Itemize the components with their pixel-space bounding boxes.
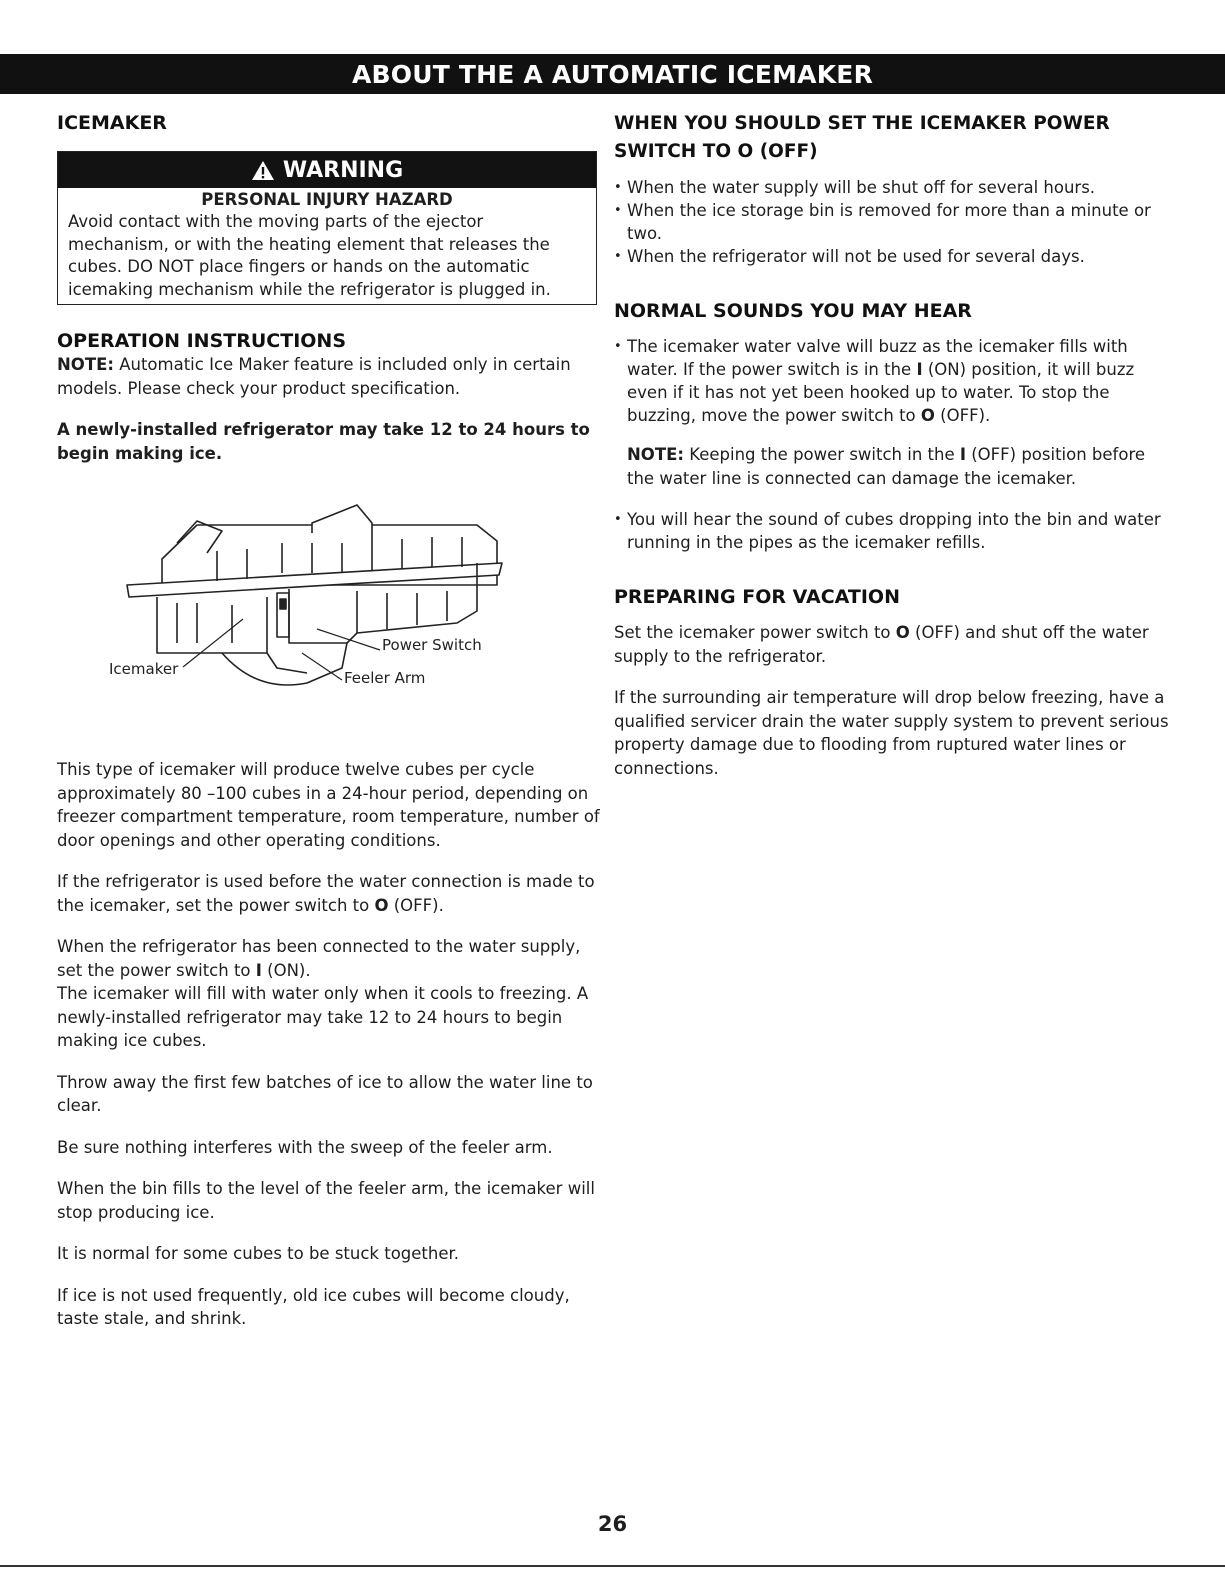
stuck-cubes-paragraph: It is normal for some cubes to be stuck together.: [57, 1244, 460, 1263]
warning-label: WARNING: [282, 157, 404, 183]
icemaker-label: Icemaker: [109, 660, 179, 678]
sounds-bullet: [614, 335, 1174, 427]
para3-text-d: The icemaker will fill with water only when it cools to freezing. A newly-installed refrigerator may take 12 to 24 hours to begin making ice cubes.: [57, 984, 589, 1050]
off-bullet: • When the water supply will be shut off for several hours.: [614, 176, 1174, 199]
sounds-text-c: (ON) position, it will buzz even if it has not yet been hooked up to water. To stop the buzzing, move the power switch to: [627, 360, 1135, 425]
para3-text-c: (ON).: [261, 960, 311, 980]
icemaker-heading: ICEMAKER: [57, 112, 167, 134]
warning-header: [58, 152, 596, 188]
banner-title: ABOUT THE A AUTOMATIC ICEMAKER: [351, 59, 874, 89]
vacation-text-c: (OFF) and shut off the water supply to the refrigerator.: [614, 623, 1149, 666]
after-connection-paragraph: [57, 935, 602, 1053]
page-number: 26: [597, 1512, 628, 1536]
vacation-heading: PREPARING FOR VACATION: [614, 586, 900, 608]
warning-title: PERSONAL INJURY HAZARD: [201, 190, 453, 209]
page-banner: [0, 54, 1225, 94]
feeler-arm-label: Feeler Arm: [344, 669, 426, 687]
sounds-note-text-a: Keeping the power switch in the: [683, 445, 960, 464]
para2-text-c: (OFF).: [388, 895, 444, 915]
off-bullet: • When the ice storage bin is removed for more than a minute or two.: [614, 199, 1174, 245]
warning-body: [58, 188, 596, 304]
power-switch-label: Power Switch: [382, 636, 482, 654]
warning-text: Avoid contact with the moving parts of the ejector mechanism, or with the heating element that releases the cubes. DO NOT place fingers or hands on the automatic icemaking mechanism while the refrigerator is plugged in.: [68, 212, 551, 299]
icemaker-figure: [57, 493, 602, 738]
vacation-off-symbol: O: [895, 623, 910, 642]
vacation-text-a: Set the icemaker power switch to: [614, 623, 896, 642]
para2-text-a: If the refrigerator is used before the water connection is made to the icemaker, set the power switch to: [57, 872, 595, 915]
sounds-note-symbol: I: [959, 445, 966, 464]
sounds-bullet-list-2: [614, 508, 1174, 554]
cloudy-ice-paragraph: If ice is not used frequently, old ice cubes will become cloudy, taste stale, and shrink.: [57, 1285, 570, 1328]
vacation-paragraph-2: If the surrounding air temperature will drop below freezing, have a qualified servicer drain the water supply system to prevent serious property damage due to flooding from ruptured water lines or connections.: [614, 688, 1169, 778]
sounds-note: [614, 443, 1174, 490]
sounds-heading: NORMAL SOUNDS YOU MAY HEAR: [614, 300, 972, 322]
icemaker-illustration: [57, 493, 602, 738]
operation-heading: OPERATION INSTRUCTIONS: [57, 330, 346, 352]
capacity-paragraph: This type of icemaker will produce twelve cubes per cycle approximately 80 –100 cubes in a 24-hour period, depending on freezer compartment temperature, room temperature, number of door openings and other operating conditions.: [57, 760, 600, 850]
bottom-rule: [0, 1565, 1225, 1567]
install-notice: A newly-installed refrigerator may take 12 to 24 hours to begin making ice.: [57, 420, 590, 463]
vacation-paragraph-1: [614, 621, 1174, 668]
warning-triangle-icon: [251, 160, 275, 181]
note-label: NOTE:: [57, 355, 114, 374]
para3-text-a: When the refrigerator has been connected to the water supply, set the power switch to: [57, 937, 581, 980]
right-column: [614, 110, 1174, 780]
bin-full-paragraph: When the bin fills to the level of the feeler arm, the icemaker will stop producing ice.: [57, 1179, 595, 1222]
off-bullet: • When the refrigerator will not be used for several days.: [614, 245, 1174, 268]
off-heading: WHEN YOU SHOULD SET THE ICEMAKER POWER SWITCH TO O (OFF): [614, 113, 1110, 162]
feeler-sweep-paragraph: Be sure nothing interferes with the sweep of the feeler arm.: [57, 1137, 553, 1157]
sounds-note-text-c: (OFF) position before the water line is connected can damage the icemaker.: [627, 445, 1146, 488]
para2-off-symbol: O: [374, 895, 389, 915]
operation-note: [57, 353, 602, 400]
left-column: [57, 110, 602, 1331]
sounds-text-a: The icemaker water valve will buzz as the icemaker fills with water. If the power switch is in the: [627, 337, 1128, 379]
sounds-on-symbol: I: [916, 360, 923, 379]
sounds-bullet: • You will hear the sound of cubes dropping into the bin and water running in the pipes as the icemaker refills.: [614, 508, 1174, 554]
warning-box: [57, 151, 597, 305]
before-connection-paragraph: [57, 870, 602, 917]
throw-away-paragraph: Throw away the first few batches of ice to allow the water line to clear.: [57, 1072, 593, 1115]
sounds-note-label: NOTE:: [627, 445, 684, 464]
off-bullet-list: [614, 176, 1174, 268]
sounds-text-e: (OFF).: [934, 406, 991, 425]
sounds-off-symbol: O: [920, 406, 935, 425]
para3-on-symbol: I: [255, 960, 262, 980]
sounds-bullet-list: [614, 335, 1174, 427]
note-text: Automatic Ice Maker feature is included only in certain models. Please check your product specification.: [57, 355, 571, 398]
